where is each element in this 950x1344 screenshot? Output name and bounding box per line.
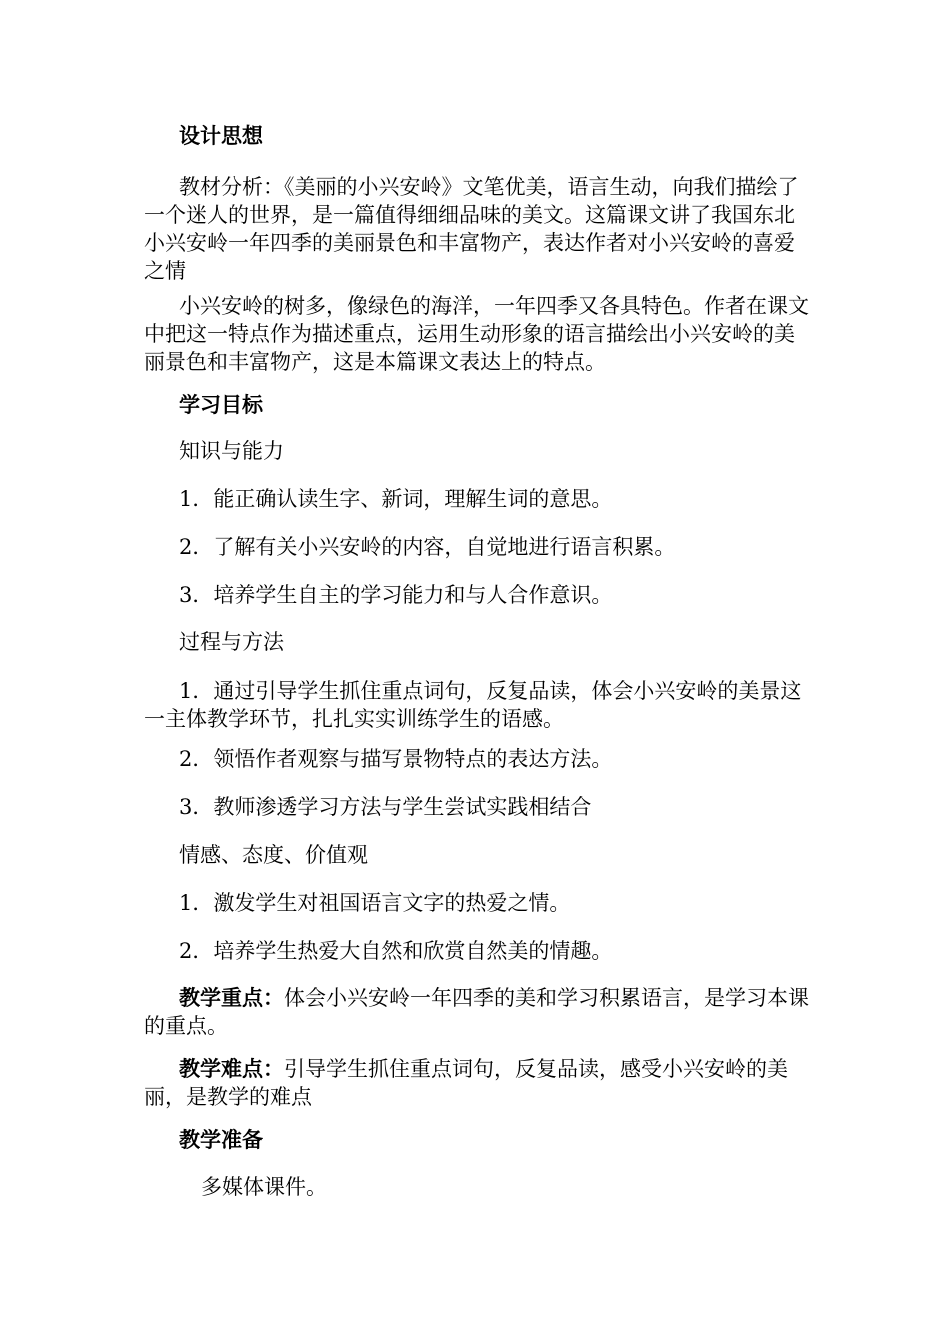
design-paragraph-2: 小兴安岭的树多，像绿色的海洋，一年四季又各具特色。作者在课文中把这一特点作为描述重点，运用生动形象的语言描绘出小兴安岭的美丽景色和丰富物产，这是本篇课文表达上的特点。	[144, 294, 809, 374]
goals-heading: 学习目标	[179, 393, 263, 417]
difficulty-paragraph	[144, 1055, 812, 1111]
design-heading: 设计思想	[179, 124, 263, 148]
key-point-label: 教学重点：	[179, 986, 284, 1010]
design-paragraph-1: 教材分析：《美丽的小兴安岭》文笔优美，语言生动，向我们描绘了一个迷人的世界，是一篇值得细细品味的美文。这篇课文讲了我国东北小兴安岭一年四季的美丽景色和丰富物产，表达作者对小兴安岭的喜爱之情	[144, 175, 799, 283]
key-point-paragraph	[144, 984, 812, 1040]
difficulty-text: 引导学生抓住重点词句，反复品读，感受小兴安岭的美丽，是教学的难点	[144, 1057, 788, 1109]
knowledge-title: 知识与能力	[179, 439, 284, 463]
knowledge-item-2: 2．了解有关小兴安岭的内容，自觉地进行语言积累。	[179, 535, 676, 559]
knowledge-item-1: 1．能正确认读生字、新词，理解生词的意思。	[179, 487, 613, 511]
emotion-item-2: 2．培养学生热爱大自然和欣赏自然美的情趣。	[179, 939, 613, 963]
emotion-item-1: 1．激发学生对祖国语言文字的热爱之情。	[179, 891, 571, 915]
preparation-text: 多媒体课件。	[201, 1175, 327, 1199]
process-item-2: 2．领悟作者观察与描写景物特点的表达方法。	[179, 747, 613, 771]
process-item-3: 3．教师渗透学习方法与学生尝试实践相结合	[179, 795, 592, 819]
preparation-heading: 教学准备	[179, 1128, 263, 1152]
process-item-1: 1．通过引导学生抓住重点词句，反复品读，体会小兴安岭的美景这一主体教学环节，扎扎实实训练学生的语感。	[144, 679, 802, 731]
knowledge-item-3: 3．培养学生自主的学习能力和与人合作意识。	[179, 583, 613, 607]
emotion-title: 情感、态度、价值观	[179, 843, 368, 867]
difficulty-label: 教学难点：	[179, 1057, 284, 1081]
process-title: 过程与方法	[179, 630, 284, 654]
key-point-text: 体会小兴安岭一年四季的美和学习积累语言，是学习本课的重点。	[144, 986, 809, 1038]
